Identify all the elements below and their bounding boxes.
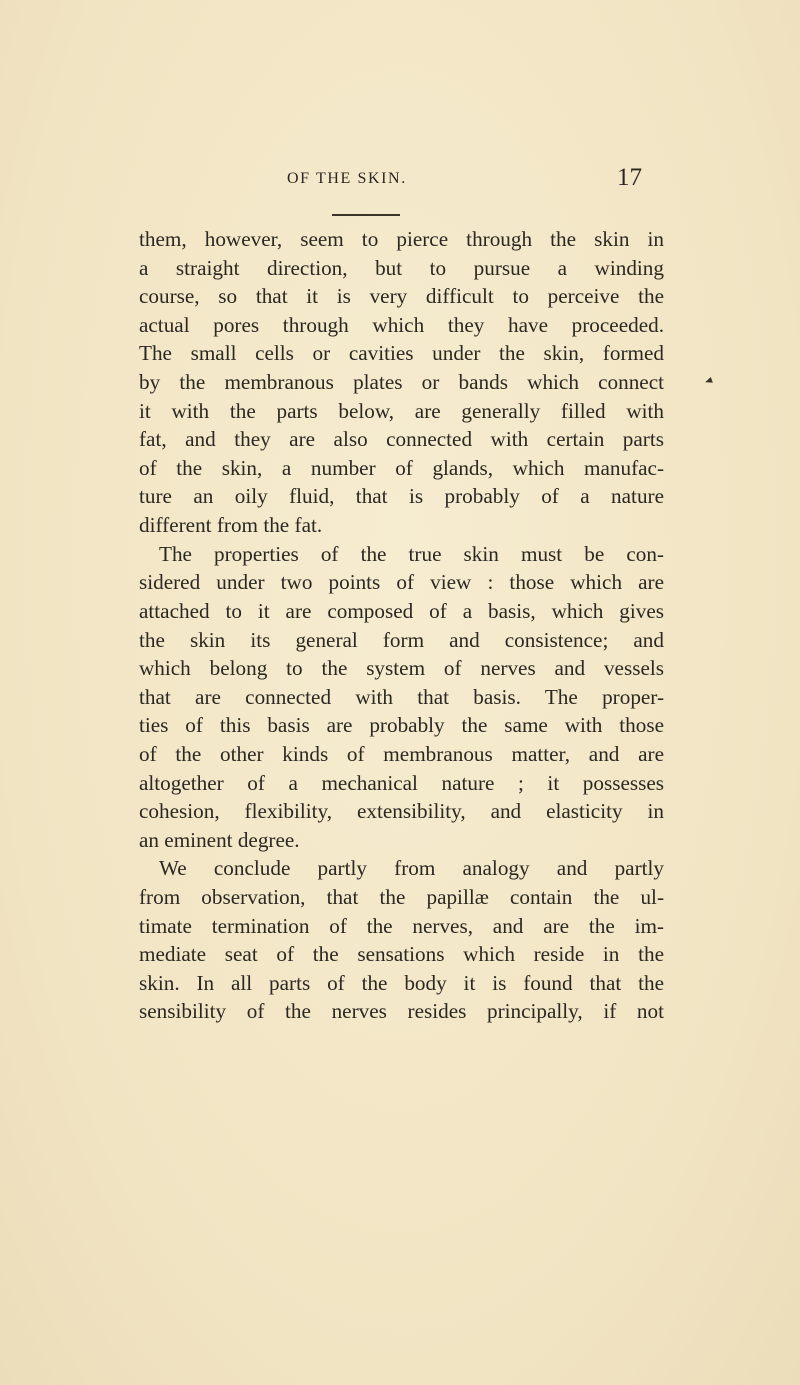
- text-line: sensibility of the nerves resides principally, if not: [139, 999, 664, 1024]
- text-line: from observation, that the papillæ contain the ul-: [139, 885, 664, 910]
- paragraph-end-line: an eminent degree.: [139, 827, 300, 852]
- body-text: [139, 225, 664, 1026]
- running-head-title: OF THE SKIN.: [287, 170, 407, 187]
- text-line: cohesion, flexibility, extensibility, and elasticity in: [139, 799, 664, 824]
- running-head: [0, 166, 800, 196]
- paragraph-start-line: The properties of the true skin must be con-: [159, 541, 664, 566]
- text-line: skin. In all parts of the body it is found that the: [139, 970, 664, 995]
- text-line: that are connected with that basis. The proper-: [139, 684, 664, 709]
- text-line: actual pores through which they have proceeded.: [139, 312, 664, 337]
- text-line: of the other kinds of membranous matter, and are: [139, 741, 664, 766]
- text-line: altogether of a mechanical nature ; it possesses: [139, 770, 664, 795]
- text-line: timate termination of the nerves, and are the im-: [139, 913, 664, 938]
- text-line: the skin its general form and consistence; and: [139, 627, 664, 652]
- header-rule: [332, 214, 400, 216]
- text-line: of the skin, a number of glands, which manufac-: [139, 455, 664, 480]
- text-line: course, so that it is very difficult to perceive the: [139, 284, 664, 309]
- paragraph-end-line: different from the fat.: [139, 513, 323, 538]
- text-line: mediate seat of the sensations which reside in the: [139, 942, 664, 967]
- text-line: sidered under two points of view : those which are: [139, 570, 664, 595]
- text-line: ties of this basis are probably the same with those: [139, 713, 664, 738]
- text-line: it with the parts below, are generally filled with: [139, 398, 664, 423]
- text-line: by the membranous plates or bands which connect: [139, 370, 664, 395]
- text-line: which belong to the system of nerves and vessels: [139, 656, 664, 681]
- page-number: 17: [617, 164, 642, 191]
- text-line: a straight direction, but to pursue a winding: [139, 255, 664, 280]
- text-line: The small cells or cavities under the skin, formed: [139, 341, 664, 366]
- text-line: attached to it are composed of a basis, which gives: [139, 598, 664, 623]
- text-line: ture an oily fluid, that is probably of a nature: [139, 484, 664, 509]
- text-line: fat, and they are also connected with certain parts: [139, 427, 664, 452]
- margin-mark-icon: [704, 377, 713, 385]
- text-line: them, however, seem to pierce through the skin in: [139, 227, 664, 251]
- paragraph-start-line: We conclude partly from analogy and partly: [159, 856, 664, 881]
